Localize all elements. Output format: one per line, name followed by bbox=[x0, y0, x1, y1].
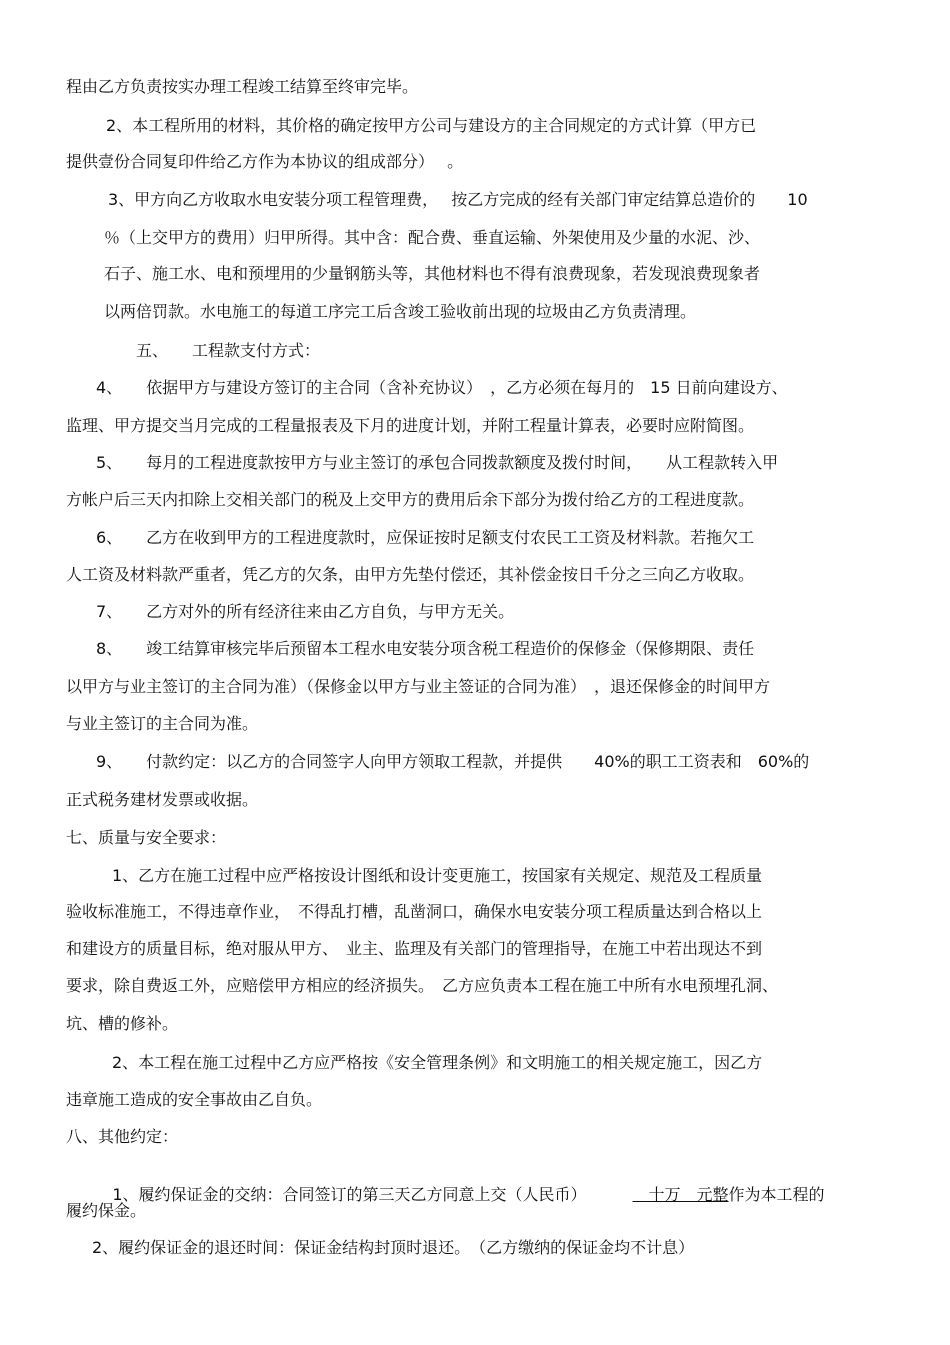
text-line: 坑、槽的修补。 bbox=[66, 1014, 179, 1033]
text-line: 6、 乙方在收到甲方的工程进度款时，应保证按时足额支付农民工工资及材料款。若拖欠工 bbox=[96, 528, 755, 547]
text-line: 以两倍罚款。水电施工的每道工序完工后含竣工验收前出现的垃圾由乙方负责清理。 bbox=[104, 302, 697, 321]
text-line: ％（上交甲方的费用）归甲所得。其中含：配合费、垂直运输、外架使用及少量的水泥、沙、 bbox=[104, 228, 761, 247]
section-heading: 七、质量与安全要求： bbox=[66, 828, 227, 847]
deposit-amount: 十万 元整 bbox=[632, 1185, 729, 1204]
text-line: 正式税务建材发票或收据。 bbox=[66, 790, 259, 809]
text-line: 要求，除自费返工外，应赔偿甲方相应的经济损失。 乙方应负责本工程在施工中所有水电预埋孔洞、 bbox=[66, 976, 779, 995]
text-line: 验收标准施工，不得违章作业， 不得乱打槽，乱凿洞口，确保水电安装分项工程质量达到合格以上 bbox=[66, 902, 763, 921]
text-line: 9、 付款约定：以乙方的合同签字人向甲方领取工程款，并提供 40%的职工工资表和 60%的 bbox=[96, 752, 810, 771]
section-heading: 八、其他约定： bbox=[66, 1127, 179, 1146]
text-line: 以甲方与业主签订的主合同为准）（保修金以甲方与业主签证的合同为准） ，退还保修金的时间甲方 bbox=[66, 677, 771, 696]
text-line: 石子、施工水、电和预埋用的少量钢筋头等，其他材料也不得有浪费现象，若发现浪费现象者 bbox=[104, 264, 761, 283]
text-line bbox=[92, 1162, 825, 1228]
text-line: 2、本工程在施工过程中乙方应严格按《安全管理条例》和文明施工的相关规定施工，因乙方 bbox=[112, 1053, 763, 1072]
text-line: 2、履约保证金的退还时间：保证金结构封顶时退还。 （乙方缴纳的保证金均不计息） bbox=[92, 1238, 695, 1257]
text-line: 提供壹份合同复印件给乙方作为本协议的组成部分） 。 bbox=[66, 152, 464, 171]
text-line: 2、本工程所用的材料，其价格的确定按甲方公司与建设方的主合同规定的方式计算（甲方已 bbox=[106, 116, 757, 135]
text-line: 3、甲方向乙方收取水电安装分项工程管理费， 按乙方完成的经有关部门审定结算总造价的 10 bbox=[108, 190, 808, 209]
text-line: 违章施工造成的安全事故由乙自负。 bbox=[66, 1090, 323, 1109]
text-line: 4、 依据甲方与建设方签订的主合同（含补充协议） ，乙方必须在每月的 15 日前向建设方、 bbox=[96, 378, 788, 397]
text-line: 监理、甲方提交当月完成的工程量报表及下月的进度计划，并附工程量计算表，必要时应附简图。 bbox=[66, 416, 755, 435]
text-line: 程由乙方负责按实办理工程竣工结算至终审完毕。 bbox=[66, 77, 419, 96]
deposit-clause: 1、履约保证金的交纳：合同签订的第三天乙方同意上交（人民币） bbox=[112, 1185, 587, 1204]
deposit-suffix: 作为本工程的 bbox=[728, 1185, 825, 1204]
section-heading: 五、 工程款支付方式： bbox=[136, 341, 321, 360]
text-line: 履约保金。 bbox=[66, 1201, 147, 1220]
text-line: 5、 每月的工程进度款按甲方与业主签订的承包合同拨款额度及拨付时间， 从工程款转入甲 bbox=[96, 453, 779, 472]
text-line: 人工资及材料款严重者，凭乙方的欠条，由甲方先垫付偿还，其补偿金按日千分之三向乙方收取。 bbox=[66, 565, 755, 584]
text-line: 7、 乙方对外的所有经济往来由乙方自负，与甲方无关。 bbox=[96, 602, 515, 621]
text-line: 8、 竣工结算审核完毕后预留本工程水电安装分项含税工程造价的保修金（保修期限、责任 bbox=[96, 639, 755, 658]
text-line: 1、乙方在施工过程中应严格按设计图纸和设计变更施工，按国家有关规定、规范及工程质量 bbox=[112, 866, 763, 885]
text-line: 方帐户后三天内扣除上交相关部门的税及上交甲方的费用后余下部分为拨付给乙方的工程进度款。 bbox=[66, 490, 755, 509]
text-line: 和建设方的质量目标，绝对服从甲方、 业主、监理及有关部门的管理指导，在施工中若出现达不到 bbox=[66, 939, 763, 958]
text-line: 与业主签订的主合同为准。 bbox=[66, 714, 259, 733]
